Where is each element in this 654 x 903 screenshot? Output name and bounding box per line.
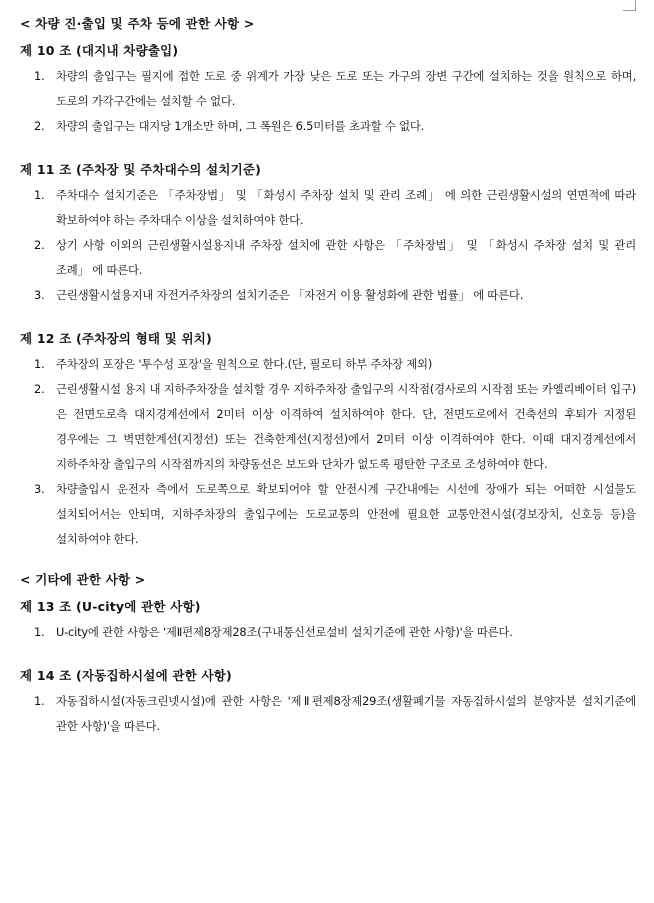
list-item (0, 477, 654, 552)
article-12-title: 제 12 조 (주차장의 형태 및 위치) (20, 331, 212, 346)
item-text: 차량출입시 운전자 측에서 도로쪽으로 확보되어야 할 안전시계 구간내에는 시선에 장애가 되는 어떠한 시설물도 설치되어서는 안되며, 지하주차장의 출입구에는 도로교통의 안전에 필요한 교통안전시설(경보장치, 신호등 등)을 설치하여야 한다. (56, 482, 636, 546)
item-number: 2. (34, 119, 45, 133)
item-number: 1. (34, 694, 45, 708)
item-number: 2. (34, 382, 45, 396)
item-text: 차량의 출입구는 대지당 1개소만 하며, 그 폭원은 6.5미터를 초과할 수 없다. (56, 119, 425, 133)
item-number: 1. (34, 188, 45, 202)
section-heading-other: < 기타에 관한 사항 > (20, 572, 146, 587)
item-text: 상기 사항 이외의 근린생활시설용지내 주차장 설치에 관한 사항은 「주차장법」 및 「화성시 주차장 설치 및 관리 조례」 에 따른다. (56, 238, 636, 277)
article-14-title: 제 14 조 (자동집하시설에 관한 사항) (20, 668, 232, 683)
item-number: 2. (34, 238, 45, 252)
article-12 (0, 326, 654, 552)
list-item (0, 114, 654, 139)
item-number: 1. (34, 625, 45, 639)
article-11 (0, 157, 654, 308)
article-12-items (0, 352, 654, 552)
list-item (0, 620, 654, 645)
item-text: 차량의 출입구는 필지에 접한 도로 중 위계가 가장 낮은 도로 또는 가구의 장변 구간에 설치하는 것을 원칙으로 하며, 도로의 가각구간에는 설치할 수 없다. (56, 69, 636, 108)
article-10-items (0, 64, 654, 139)
article-13 (0, 594, 654, 645)
item-text: 주차대수 설치기준은 「주차장법」 및 「화성시 주차장 설치 및 관리 조례」 에 의한 근린생활시설의 연면적에 따라 확보하여야 하는 주차대수 이상을 설치하여야 한다. (56, 188, 636, 227)
list-item (0, 283, 654, 308)
item-number: 1. (34, 357, 45, 371)
list-item (0, 377, 654, 477)
item-number: 3. (34, 482, 45, 496)
list-item (0, 352, 654, 377)
article-10 (0, 38, 654, 139)
article-11-items (0, 183, 654, 308)
article-10-title: 제 10 조 (대지내 차량출입) (20, 43, 179, 58)
article-13-title: 제 13 조 (U-city에 관한 사항) (20, 599, 201, 614)
article-11-title: 제 11 조 (주차장 및 주차대수의 설치기준) (20, 162, 262, 177)
item-text: 자동집하시설(자동크린넷시설)에 관한 사항은 '제Ⅱ편제8장제29조(생활폐기물 자동집하시설의 분양자분 설치기준에 관한 사항)'을 따른다. (56, 694, 636, 733)
item-text: 주차장의 포장은 '투수성 포장'을 원칙으로 한다.(단, 필로티 하부 주차장 제외) (56, 357, 433, 371)
article-14-items (0, 689, 654, 739)
article-14 (0, 663, 654, 739)
item-number: 1. (34, 69, 45, 83)
item-text: 근린생활시설용지내 자전거주차장의 설치기준은 「자전거 이용 활성화에 관한 법률」 에 따른다. (56, 288, 524, 302)
item-text: 근린생활시설 용지 내 지하주차장을 설치할 경우 지하주차장 출입구의 시작점(경사로의 시작점 또는 카엘리베이터 입구)은 전면도로측 대지경계선에서 2미터 이상 이격하여 설치하여야 한다. 단, 전면도로에서 건축선의 후퇴가 지정된 경우에는 그 벽면한계선(지정선) 또는 건축한계선(지정선)에서 2미터 이상 이격하여야 한다. 이때 대지경계선에서 지하주차장 출입구의 시작점까지의 차량동선은 보도와 단차가 없도록 평탄한 구조로 조성하여야 한다. (56, 382, 636, 471)
list-item (0, 689, 654, 739)
item-number: 3. (34, 288, 45, 302)
article-13-items (0, 620, 654, 645)
list-item (0, 64, 654, 114)
list-item (0, 233, 654, 283)
list-item (0, 183, 654, 233)
section-heading-vehicle-access: < 차량 진·출입 및 주차 등에 관한 사항 > (20, 16, 255, 31)
item-text: U-city에 관한 사항은 '제Ⅱ편제8장제28조(구내통신선로설비 설치기준에 관한 사항)'을 따른다. (56, 625, 513, 639)
